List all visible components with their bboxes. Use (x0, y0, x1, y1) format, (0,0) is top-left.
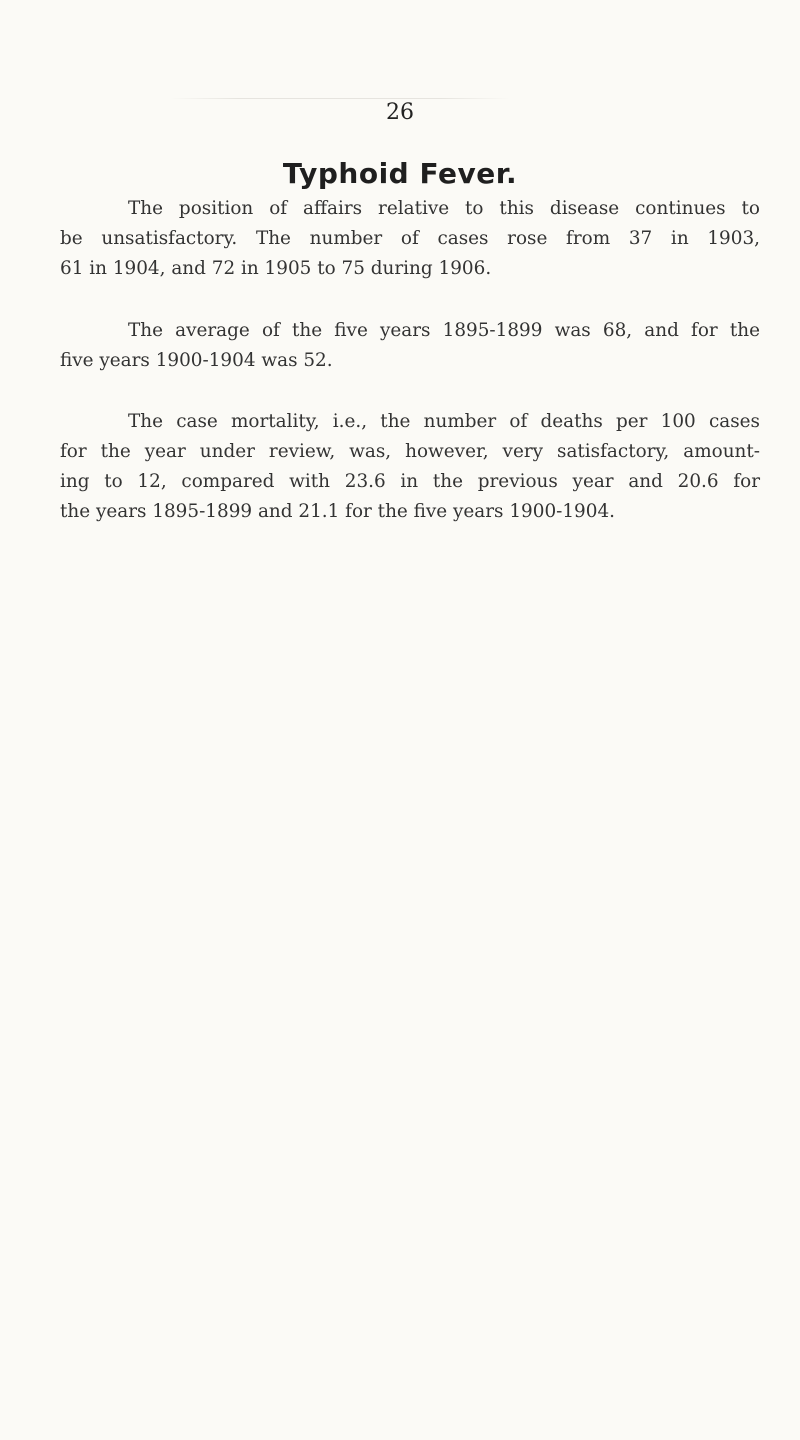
paragraph-3-line-4: the years 1895-1899 and 21.1 for the five years 1900-1904. (60, 501, 616, 522)
paragraph-3-line-1: The case mortality, i.e., the number of deaths per 100 cases (128, 411, 760, 432)
paragraph-3 (60, 407, 760, 527)
faint-top-rule (170, 98, 510, 99)
paragraph-1-line-3: 61 in 1904, and 72 in 1905 to 75 during 1906. (60, 258, 492, 279)
paragraph-2 (60, 316, 760, 376)
paragraph-3-line-2: for the year under review, was, however, very satisfactory, amount- (60, 441, 760, 462)
paragraph-2-line-1: The average of the five years 1895-1899 was 68, and for the (128, 320, 760, 341)
paragraph-3-line-3: ing to 12, compared with 23.6 in the previous year and 20.6 for (60, 471, 760, 492)
page-number: 26 (386, 100, 414, 125)
paragraph-2-line-2: five years 1900-1904 was 52. (60, 350, 333, 371)
paragraph-1-line-1: The position of affairs relative to this disease continues to (128, 198, 760, 219)
paragraph-1 (60, 194, 760, 284)
page-title: Typhoid Fever. (282, 156, 518, 190)
paragraph-1-line-2: be unsatisfactory. The number of cases rose from 37 in 1903, (60, 228, 760, 249)
